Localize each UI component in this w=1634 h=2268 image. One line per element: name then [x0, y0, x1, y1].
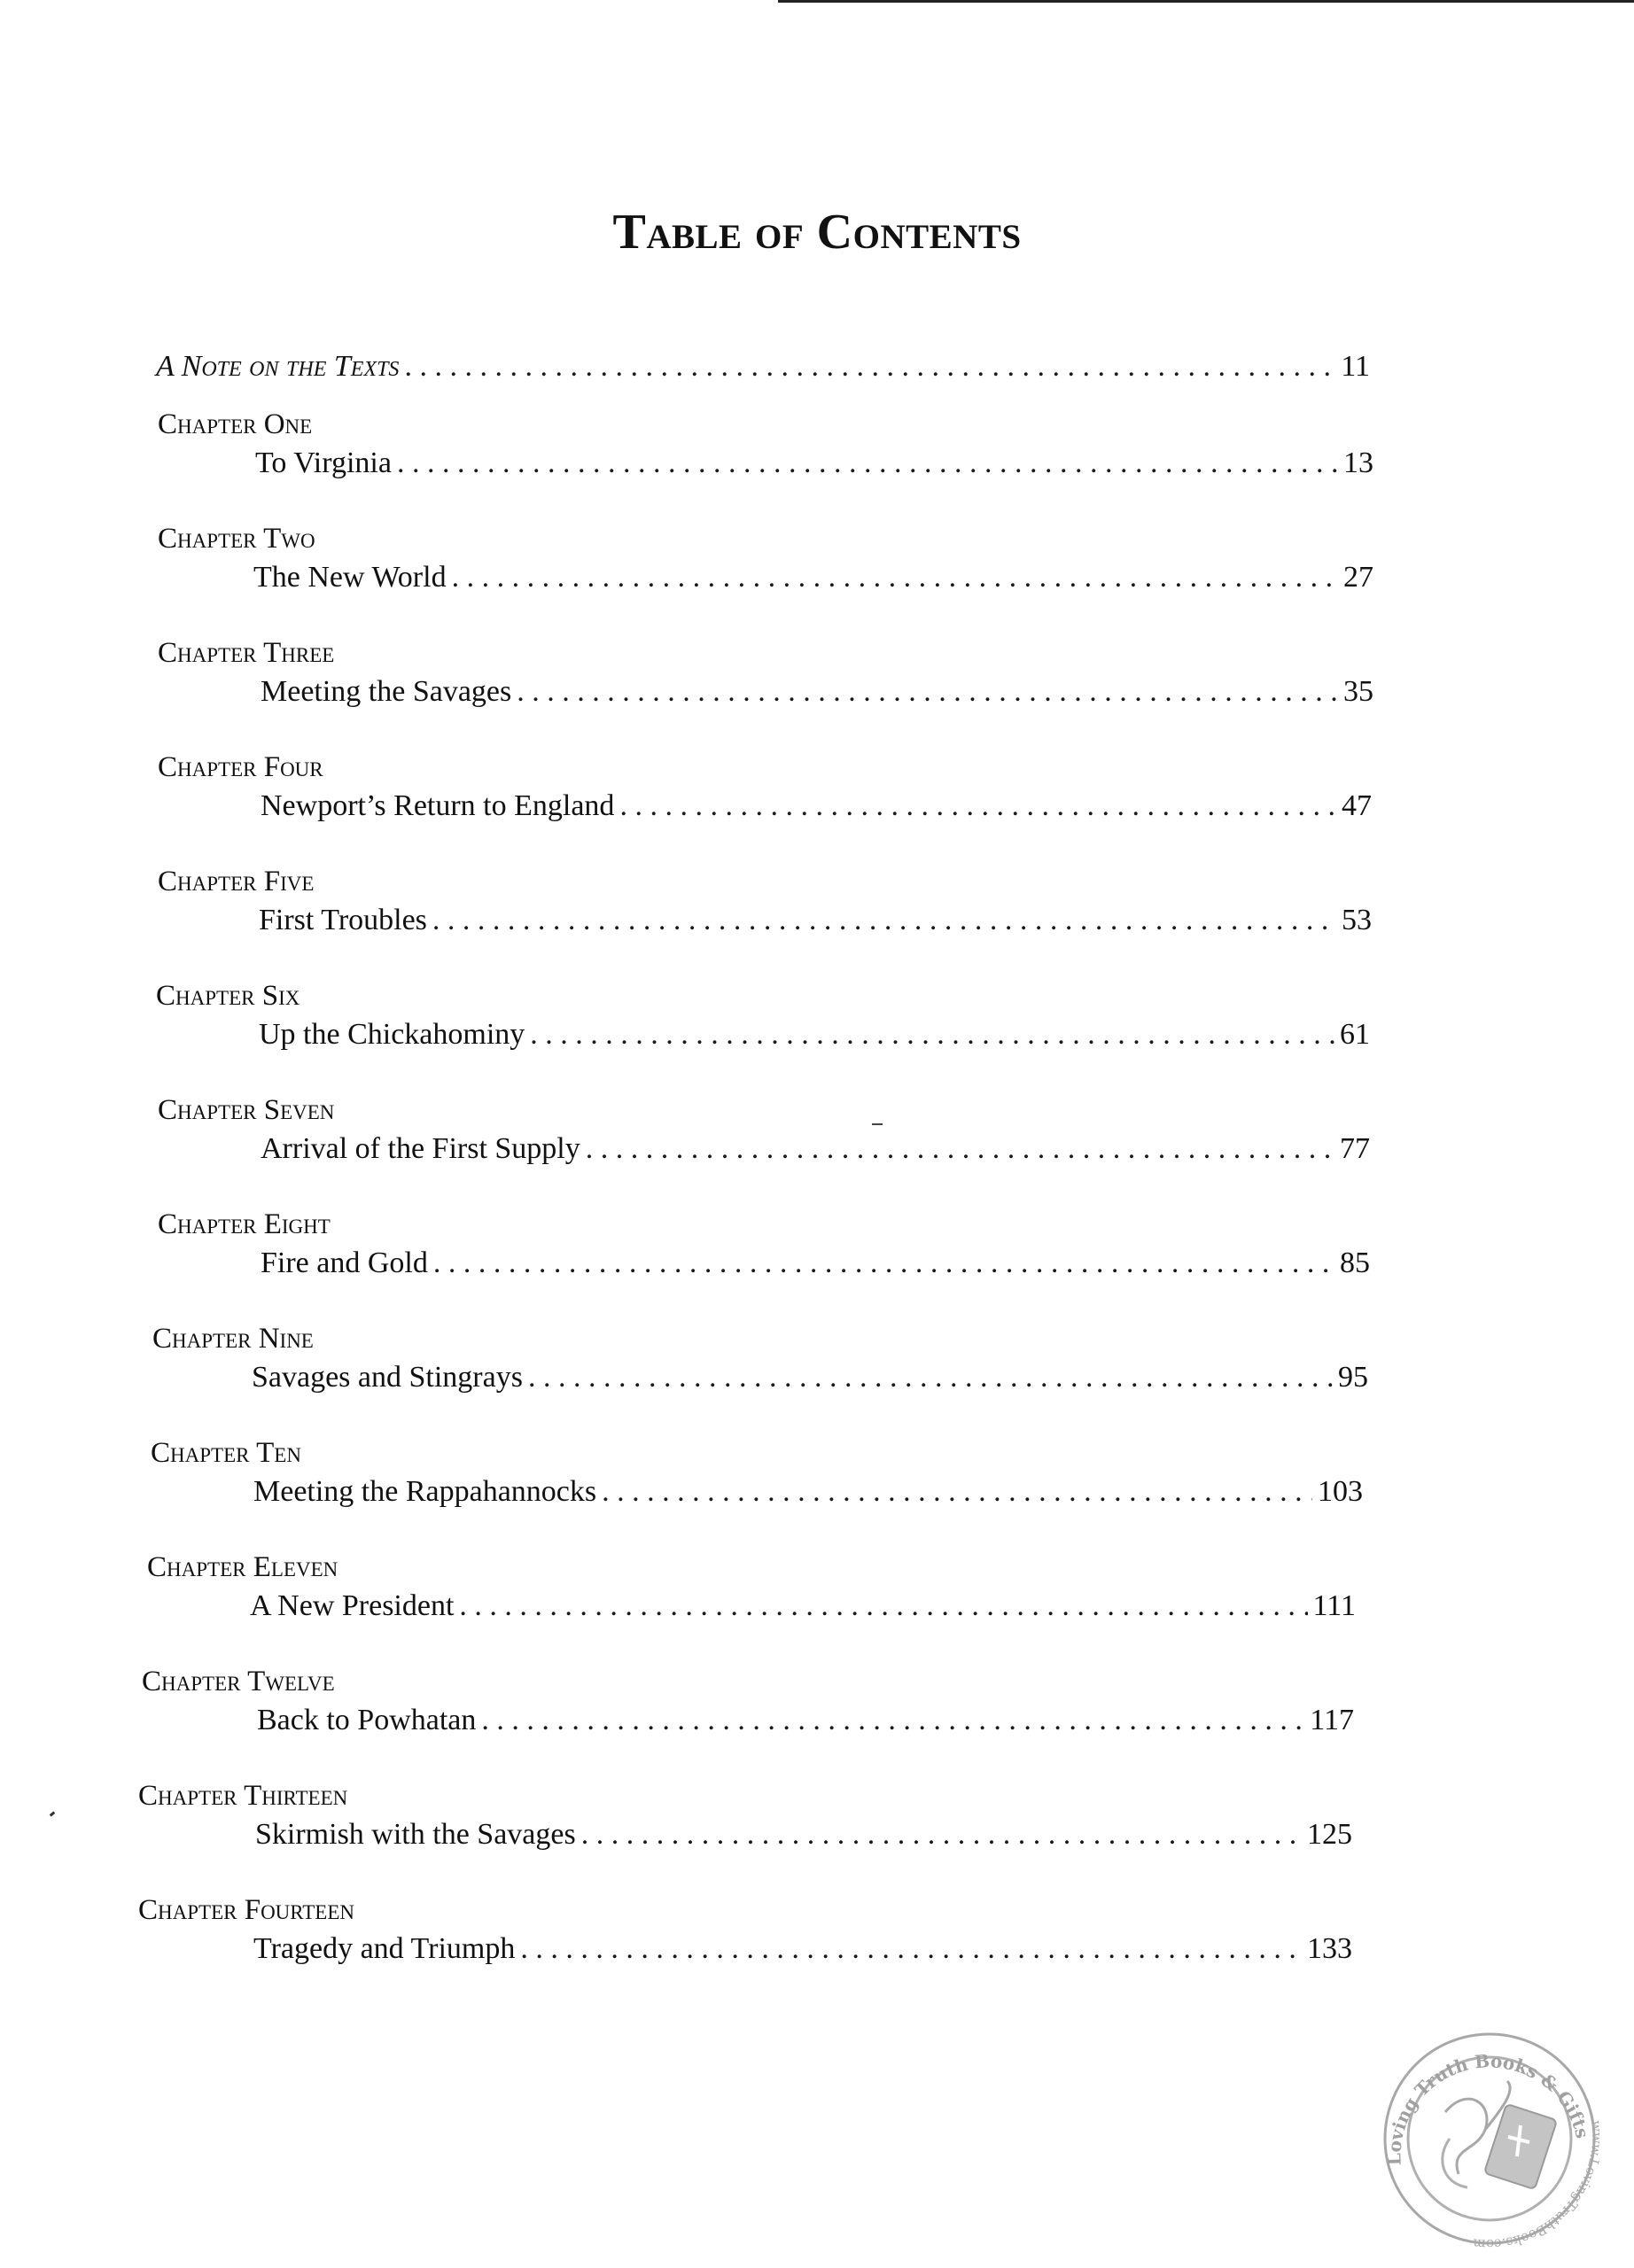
toc-page-number: 47: [1342, 789, 1372, 822]
toc-page-number: 11: [1341, 350, 1370, 383]
toc-entry[interactable]: [261, 672, 1373, 712]
toc-page-number: 117: [1310, 1704, 1354, 1736]
toc-page-number: 95: [1338, 1361, 1368, 1394]
chapter-label: Chapter Two: [158, 523, 315, 555]
chapter-label: Chapter Ten: [151, 1437, 301, 1469]
toc-page-number: 125: [1307, 1818, 1352, 1851]
dot-leader: [397, 443, 1338, 484]
toc-chapter: [133, 1663, 1382, 1777]
toc-chapter: [133, 406, 1382, 520]
toc-entry[interactable]: [255, 1814, 1352, 1855]
dot-leader: [619, 786, 1336, 827]
chapter-label: Chapter Nine: [152, 1323, 314, 1355]
chapter-label: Chapter One: [158, 408, 313, 440]
scan-speck: [50, 1811, 56, 1816]
toc-entry-title: A Note on the Texts: [156, 350, 400, 383]
scan-speck: [872, 1123, 883, 1125]
dot-leader: [602, 1472, 1312, 1512]
svg-text:Loving Truth Books & Gifts: [1383, 2050, 1593, 2166]
toc-page-number: 27: [1343, 561, 1373, 594]
seal-text-top: Loving Truth Books & Gifts: [1383, 2050, 1594, 2166]
toc-chapter: [133, 634, 1382, 749]
toc-chapter: [133, 1206, 1382, 1320]
toc-entry-title: Savages and Stingrays: [252, 1361, 523, 1394]
toc-page-number: 133: [1307, 1932, 1352, 1965]
toc-entry[interactable]: [261, 786, 1372, 827]
toc-entry-title: Up the Chickahominy: [259, 1018, 525, 1051]
dot-leader: [404, 340, 1335, 393]
chapter-label: Chapter Fourteen: [138, 1894, 355, 1926]
toc-entry-title: Fire and Gold: [261, 1247, 428, 1279]
toc-page-number: 53: [1342, 904, 1372, 936]
toc-entry[interactable]: [259, 1014, 1370, 1055]
dot-leader: [517, 672, 1338, 712]
chapter-label: Chapter Four: [158, 751, 323, 783]
toc-entry-note[interactable]: [156, 340, 1370, 393]
chapter-label: Chapter Three: [158, 637, 335, 669]
toc-chapter: [133, 520, 1382, 634]
toc-page-number: 13: [1343, 447, 1373, 479]
toc-entry[interactable]: [253, 1472, 1363, 1512]
chapter-label: Chapter Twelve: [142, 1666, 335, 1697]
toc-page-number: 103: [1318, 1475, 1363, 1508]
toc-page-number: 61: [1340, 1018, 1370, 1051]
toc-entry[interactable]: [253, 557, 1373, 598]
toc-chapter: [133, 1891, 1382, 2006]
toc-entry[interactable]: [255, 443, 1373, 484]
toc-entry-title: A New President: [250, 1589, 455, 1622]
toc-entry[interactable]: [252, 1357, 1368, 1398]
seal-text-side: www.LovingTruthBooks.com: [1472, 2119, 1606, 2253]
toc-chapter: [133, 1549, 1382, 1663]
chapter-label: Chapter Six: [156, 980, 300, 1012]
toc-page-number: 111: [1312, 1589, 1356, 1622]
chapter-label: Chapter Thirteen: [138, 1780, 348, 1812]
toc-entry[interactable]: [259, 900, 1372, 941]
toc-entry-title: Newport’s Return to England: [261, 789, 615, 822]
toc-page-number: 85: [1340, 1247, 1370, 1279]
table-of-contents: [133, 340, 1382, 2006]
toc-chapter: [133, 749, 1382, 863]
toc-entry[interactable]: [261, 1129, 1370, 1169]
watermark-seal: [1361, 2006, 1618, 2263]
toc-entry[interactable]: [261, 1243, 1370, 1284]
dot-leader: [581, 1814, 1302, 1855]
dot-leader: [586, 1129, 1334, 1169]
gift-bible-icon: [1443, 2081, 1557, 2189]
toc-entry-title: Meeting the Savages: [261, 675, 512, 708]
chapter-label: Chapter Eight: [158, 1208, 331, 1240]
toc-chapter: [133, 1320, 1382, 1434]
chapter-label: Chapter Eleven: [147, 1551, 338, 1583]
page-title: Table of Contents: [612, 205, 1022, 260]
toc-page-number: 35: [1343, 675, 1373, 708]
toc-chapter: [133, 1434, 1382, 1549]
dot-leader: [459, 1586, 1307, 1627]
toc-entry[interactable]: [257, 1700, 1354, 1741]
dot-leader: [530, 1014, 1334, 1055]
chapter-label: Chapter Five: [158, 866, 315, 897]
toc-entry-title: Tragedy and Triumph: [253, 1932, 516, 1965]
top-rule: [778, 0, 1634, 3]
toc-entry[interactable]: [253, 1929, 1352, 1969]
dot-leader: [433, 1243, 1334, 1284]
dot-leader: [481, 1700, 1304, 1741]
dot-leader: [520, 1929, 1302, 1969]
chapter-label: Chapter Seven: [158, 1094, 335, 1126]
toc-entry-title: Skirmish with the Savages: [255, 1818, 576, 1851]
toc-entry-title: To Virginia: [255, 447, 392, 479]
toc-entry-title: The New World: [253, 561, 447, 594]
toc-entry-title: First Troubles: [259, 904, 427, 936]
toc-entry-title: Back to Powhatan: [257, 1704, 477, 1736]
toc-page-number: 77: [1340, 1132, 1370, 1165]
toc-chapter: [133, 863, 1382, 977]
toc-entry-title: Meeting the Rappahannocks: [253, 1475, 597, 1508]
toc-chapter: [133, 977, 1382, 1091]
toc-entry[interactable]: [250, 1586, 1356, 1627]
toc-chapter: [133, 1777, 1382, 1891]
dot-leader: [452, 557, 1338, 598]
dot-leader: [528, 1357, 1333, 1398]
toc-chapter: [133, 1091, 1382, 1206]
dot-leader: [432, 900, 1336, 941]
toc-entry-title: Arrival of the First Supply: [261, 1132, 580, 1165]
